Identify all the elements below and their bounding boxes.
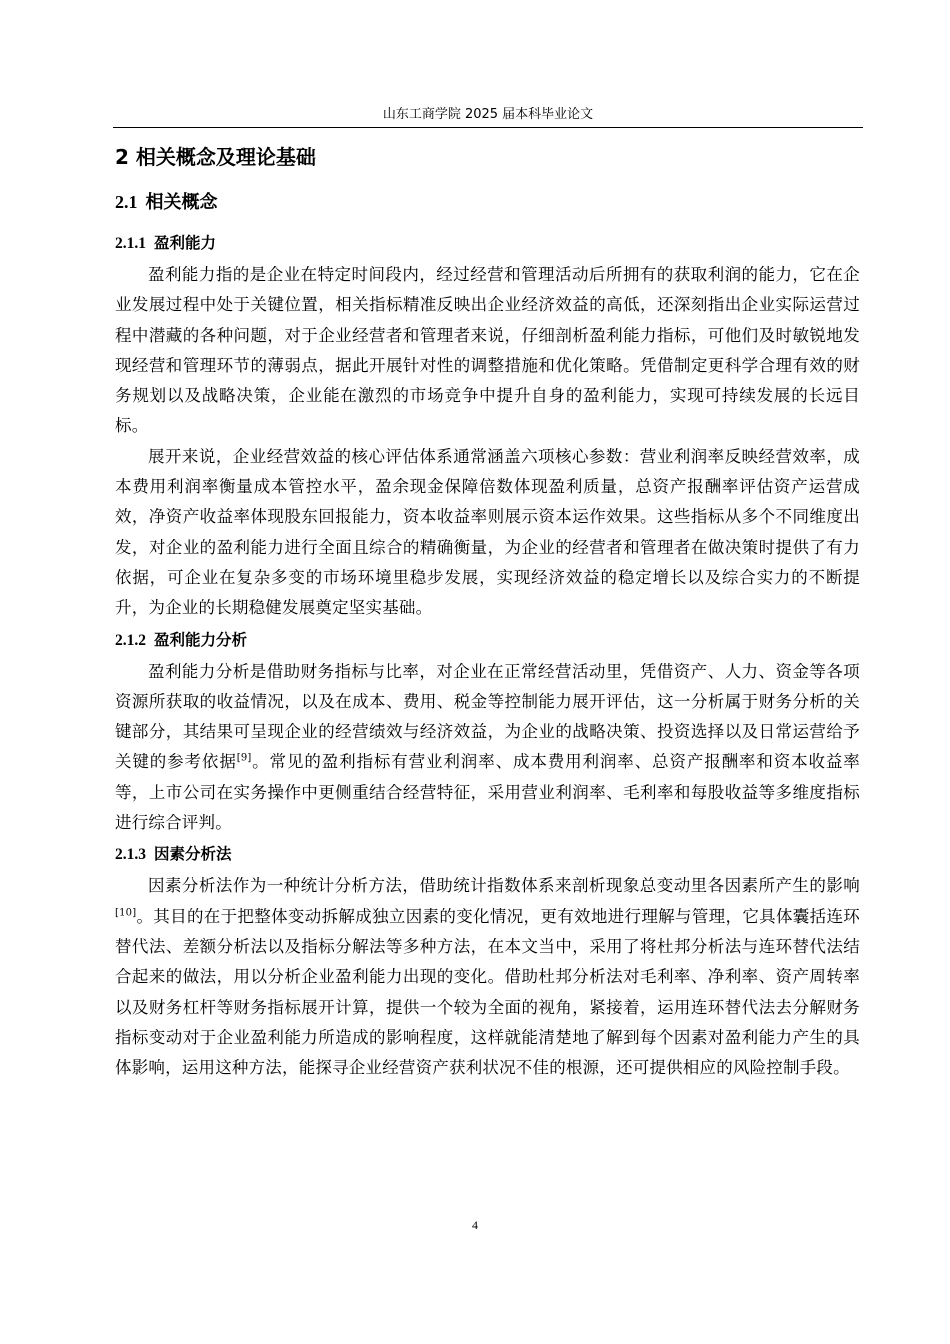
paragraph	[115, 657, 860, 839]
subsection-title: 因素分析法	[154, 845, 232, 864]
paragraph	[115, 871, 860, 1083]
section-heading	[115, 188, 860, 217]
paragraph-text: 因素分析法作为一种统计分析方法，借助统计指数体系来剖析现象总变动里各因素所产生的影响	[148, 876, 860, 896]
subsection-number: 2.1.3	[115, 846, 146, 864]
subsection-heading-profitability-analysis	[115, 624, 860, 657]
paragraph-text: 。其目的在于把整体变动拆解成独立因素的变化情况，更有效地进行理解与管理，它具体囊括连环替代法、差额分析法以及指标分解法等多种方法，在本文当中，采用了将杜邦分析法与连环替代法结合起来的做法，用以分析企业盈利能力出现的变化。借助杜邦分析法对毛利率、净利率、资产周转率以及财务杠杆等财务指标展开计算，提供一个较为全面的视角，紧接着，运用连环替代法去分解财务指标变动对于企业盈利能力所造成的影响程度，这样就能清楚地了解到每个因素对盈利能力产生的具体影响，运用这种方法，能探寻企业经营资产获利状况不佳的根源，还可提供相应的风险控制手段。	[115, 906, 860, 1078]
subsection-title: 盈利能力	[154, 234, 217, 252]
subsection-number: 2.1.2	[115, 631, 146, 649]
paragraph-text: 盈利能力分析是借助财务指标与比率，对企业在正常经营活动里，凭借资产、人力、资金等各项资源所获取的收益情况，以及在成本、费用、税金等控制能力展开评估，这一分析属于财务分析的关键部分，其结果可呈现企业的经营绩效与经济效益，为企业的战略决策、投资选择以及日常运营给予关键的参考依据	[115, 661, 860, 772]
paragraph: 展开来说，企业经营效益的核心评估体系通常涵盖六项核心参数：营业利润率反映经营效率，成本费用利润率衡量成本管控水平，盈余现金保障倍数体现盈利质量，总资产报酬率评估资产运营成效，净资产收益率体现股东回报能力，资本收益率则展示资本运作效果。这些指标从多个不同维度出发，对企业的盈利能力进行全面且综合的精确衡量，为企业的经营者和管理者在做决策时提供了有力依据，可企业在复杂多变的市场环境里稳步发展，实现经济效益的稳定增长以及综合实力的不断提升，为企业的长期稳健发展奠定坚实基础。	[115, 446, 860, 618]
section-number: 2.1	[115, 192, 138, 212]
subsection-number: 2.1.1	[115, 235, 146, 252]
paragraph: 盈利能力指的是企业在特定时间段内，经过经营和管理活动后所拥有的获取利润的能力，它在企业发展过程中处于关键位置，相关指标精准反映出企业经济效益的高低，还深刻指出企业实际运营过程中潜藏的各种问题，对于企业经营者和管理者来说，仔细剖析盈利能力指标，可他们及时敏锐地发现经营和管理环节的薄弱点，据此开展针对性的调整措施和优化策略。凭借制定更科学合理有效的财务规划以及战略决策，企业能在激烈的市场竞争中提升自身的盈利能力，实现可持续发展的长远目标。	[115, 265, 860, 436]
header-rule	[113, 127, 863, 128]
subsection-heading-factor-analysis	[115, 838, 860, 871]
subsection-heading-profitability	[115, 227, 860, 260]
subsection-title: 盈利能力分析	[154, 630, 248, 649]
section-title: 相关概念	[145, 192, 218, 213]
citation-ref: [9]	[236, 752, 252, 764]
running-header: 山东工商学院 2025 届本科毕业论文	[382, 107, 594, 122]
citation-ref: [10]	[115, 907, 137, 919]
chapter-title: 2 相关概念及理论基础	[115, 145, 316, 169]
page-number: 4	[472, 1218, 478, 1232]
page-body	[115, 134, 860, 1083]
paragraph-text: 。常见的盈利指标有营业利润率、成本费用利润率、总资产报酬率和资本收益率等，上市公司在实务操作中更侧重结合经营特征，采用营业利润率、毛利率和每股收益等多维度指标进行综合评判。	[115, 752, 861, 833]
